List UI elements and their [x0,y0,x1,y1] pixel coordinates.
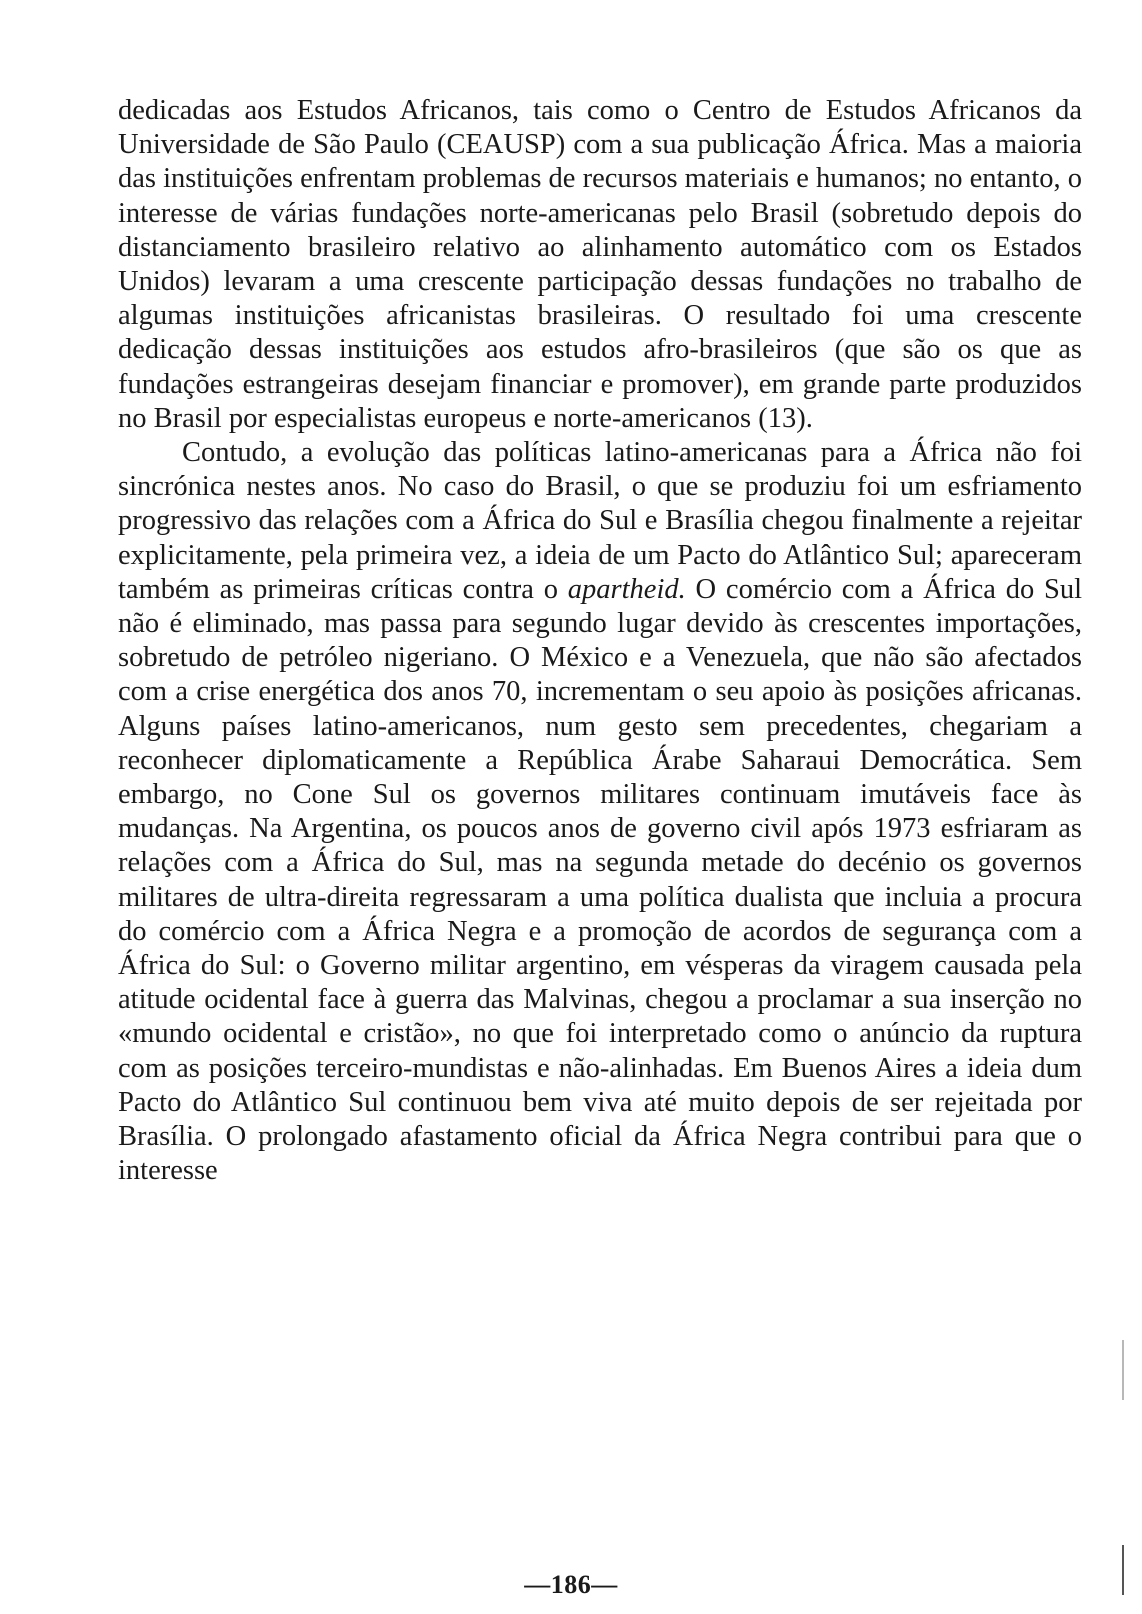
paragraph-1 [118,94,1082,436]
page-body [118,94,1082,1189]
paragraph-1-text: dedicadas aos Estudos Africanos, tais como o Centro de Estudos Africanos da Universidade de São Paulo (CEAUSP) com a sua publicação África. Mas a maioria das instituições enfrentam problemas de recursos materiais e humanos; no entanto, o interesse de várias fundações norte-americanas pelo Brasil (sobretudo depois do distanciamento brasileiro relativo ao alinhamento automático com os Estados Unidos) levaram a uma crescente participação dessas fundações no trabalho de algumas instituições africanistas brasileiras. O resultado foi uma crescente dedicação dessas instituições aos estudos afro-brasileiros (que são os que as fundações estrangeiras desejam financiar e promover), em grande parte produzidos no Brasil por especialistas europeus e norte-americanos (13). [118,95,1082,434]
paragraph-2 [118,436,1082,1188]
paragraph-2-text-start: Contudo, a evolução das políticas latino-americanas para a África não foi sincrónica nestes anos. No caso do Brasil, o que se produziu foi um esfriamento progressivo das relações com a África do Sul e Brasília chegou finalmente a rejeitar explicitamente, pela primeira vez, a ideia de um Pacto do Atlântico Sul; apareceram também as primeiras críticas contra o [118,437,1082,605]
page-number: —186— [524,1570,618,1599]
paragraph-2-text-end: O comércio com a África do Sul não é eliminado, mas passa para segundo lugar devido às crescentes importações, sobretudo de petróleo nigeriano. O México e a Venezuela, que não são afectados com a crise energética dos anos 70, incrementam o seu apoio às posições africanas. Alguns países latino-americanos, num gesto sem precedentes, chegariam a reconhecer diplomaticamente a República Árabe Saharaui Democrática. Sem embargo, no Cone Sul os governos militares continuam imutáveis face às mudanças. Na Argentina, os poucos anos de governo civil após 1973 esfriaram as relações com a África do Sul, mas na segunda metade do decénio os governos militares de ultra-direita regressaram a uma política dualista que incluia a procura do comércio com a África Negra e a promoção de acordos de segurança com a África do Sul: o Governo militar argentino, em vésperas da viragem causada pela atitude ocidental face à guerra das Malvinas, chegou a proclamar a sua inserção no «mundo ocidental e cristão», no que foi interpretado como o anúncio da ruptura com as posições terceiro-mundistas e não-alinhadas. Em Buenos Aires a ideia dum Pacto do Atlântico Sul continuou bem viva até muito depois de ser rejeitada por Brasília. O prolongado afastamento oficial da África Negra contribui para que o interesse [118,573,1083,1187]
paragraph-2-italic-term: apartheid. [567,573,686,605]
scan-edge-mark [1122,1545,1124,1595]
scan-edge-mark [1122,1340,1124,1400]
